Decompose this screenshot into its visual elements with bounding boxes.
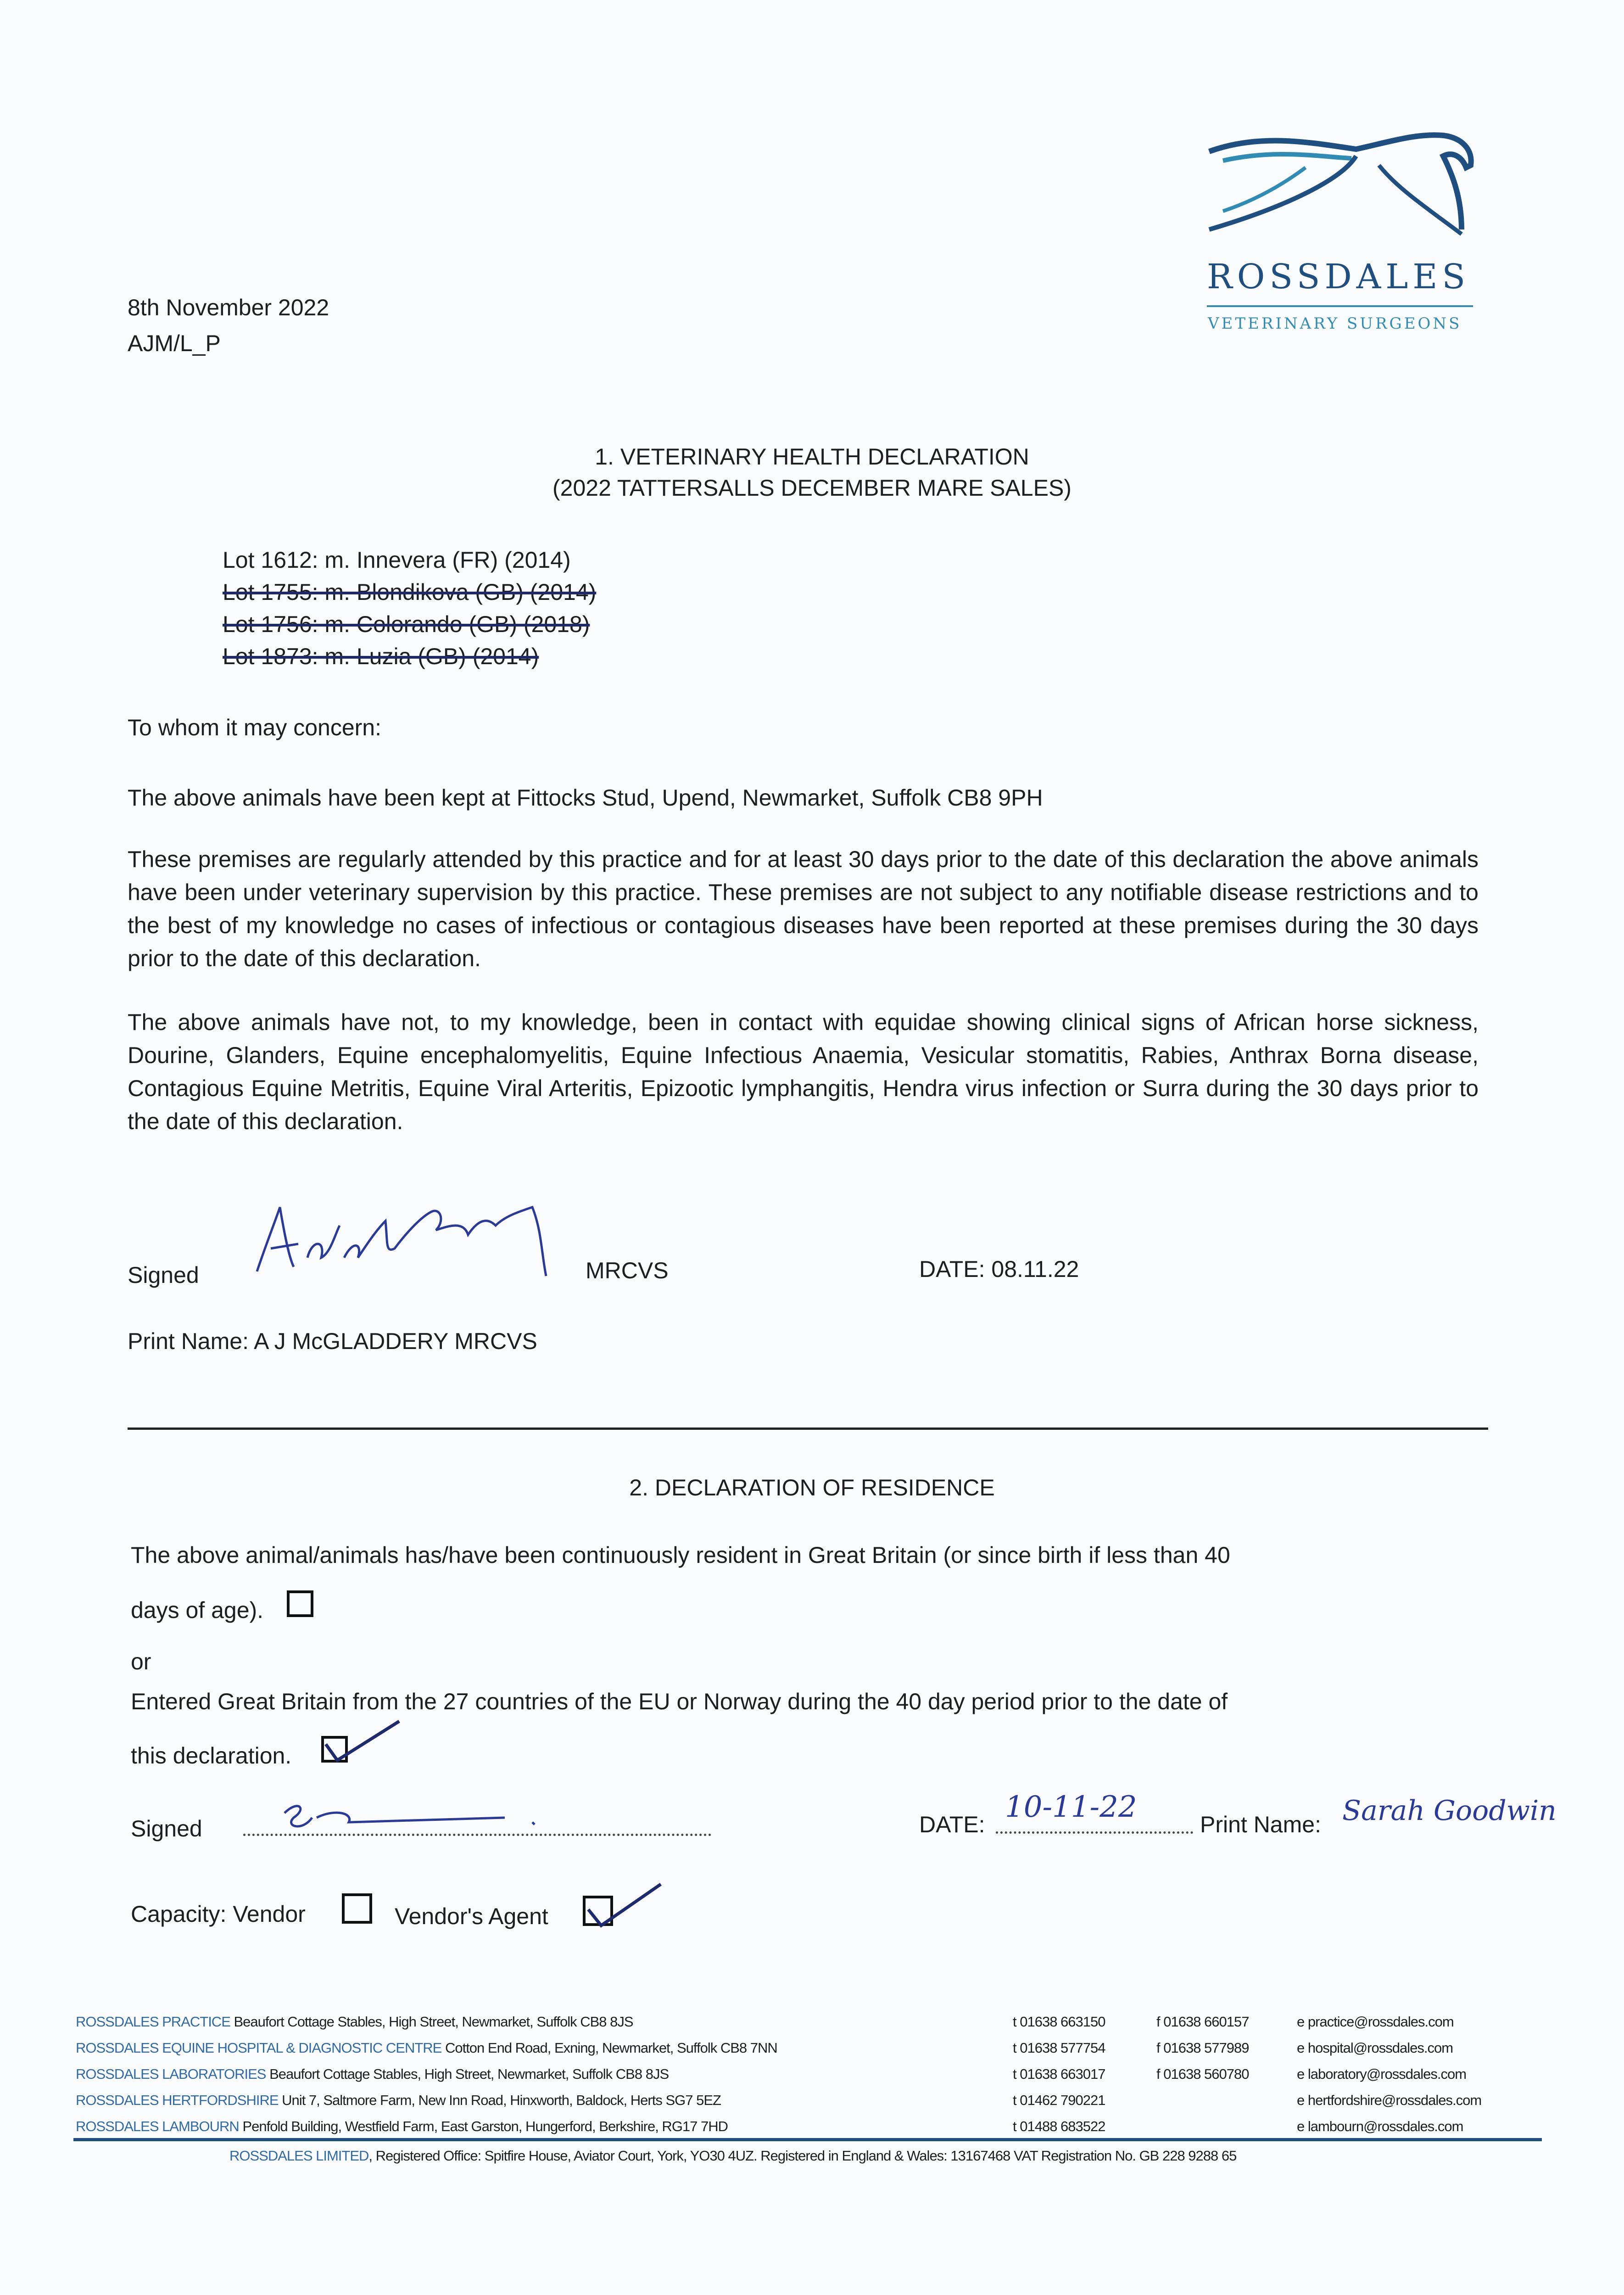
- residence-checkbox[interactable]: [287, 1590, 313, 1617]
- footer-email[interactable]: e laboratory@rossdales.com: [1297, 2066, 1467, 2082]
- footer-divider: [73, 2138, 1542, 2141]
- signed-label-2: Signed: [131, 1816, 202, 1842]
- mrcvs-label: MRCVS: [586, 1258, 669, 1283]
- print-name: Print Name: A J McGLADDERY MRCVS: [128, 1328, 537, 1354]
- section2-title: 2. DECLARATION OF RESIDENCE: [629, 1475, 995, 1500]
- print-name-label-2: Print Name:: [1200, 1812, 1321, 1837]
- footer-phone: t 01638 663017: [1013, 2066, 1105, 2082]
- brand-divider: [1207, 305, 1473, 307]
- salutation: To whom it may concern:: [128, 715, 381, 740]
- vendors-agent-label: Vendor's Agent: [395, 1903, 548, 1929]
- footer-phone: t 01638 663150: [1013, 2014, 1105, 2030]
- premises-statement: The above animals have been kept at Fittocks Stud, Upend, Newmarket, Suffolk CB8 9PH: [128, 785, 1043, 811]
- footer-phone: t 01488 683522: [1013, 2118, 1105, 2134]
- section1-subtitle: (2022 TATTERSALLS DECEMBER MARE SALES): [552, 475, 1072, 501]
- lot-list: [223, 546, 596, 675]
- footer-email[interactable]: e hospital@rossdales.com: [1297, 2040, 1453, 2056]
- footer-phone: t 01638 577754: [1013, 2040, 1105, 2056]
- lot-item-struck: Lot 1873: m. Luzia (GB) (2014): [223, 644, 539, 669]
- footer-email[interactable]: e practice@rossdales.com: [1297, 2014, 1454, 2030]
- residence-option1: The above animal/animals has/have been continuously resident in Great Britain (or since birth if less than 40: [131, 1542, 1230, 1568]
- section-divider: [128, 1427, 1488, 1430]
- footer-office: ROSSDALES LAMBOURN Penfold Building, Westfield Farm, East Garston, Hungerford, Berkshire, RG17 7HD: [76, 2118, 728, 2134]
- horse-logo-icon: [1205, 124, 1480, 248]
- letter-date: 8th November 2022: [128, 295, 329, 320]
- footer-phones: [1013, 2013, 1105, 2144]
- capacity-vendor-label: Capacity: Vendor: [131, 1901, 306, 1927]
- section1-title: 1. VETERINARY HEALTH DECLARATION: [595, 444, 1029, 470]
- date-value-2: 10-11-22: [1005, 1790, 1137, 1824]
- footer-fax: f 01638 560780: [1156, 2066, 1249, 2082]
- rossdales-logo: [1193, 124, 1496, 344]
- brand-name: ROSSDALES: [1207, 257, 1470, 297]
- disease-contact-paragraph: The above animals have not, to my knowledge, been in contact with equidae showing clinical signs of African horse sickness, Dourine, Glanders, Equine encephalomyelitis, Equine Infectious Anaemia, Vesicular stomatitis, Rabies, Anthrax Borna disease, Contagious Equine Metritis, Equine Viral Arteritis, Epizootic lymphangitis, Hendra virus infection or Surra during the 30 days prior to the date of this declaration.: [128, 1009, 1479, 1134]
- footer-email[interactable]: e hertfordshire@rossdales.com: [1297, 2092, 1482, 2108]
- footer-fax: f 01638 660157: [1156, 2014, 1249, 2030]
- footer-office: ROSSDALES HERTFORDSHIRE Unit 7, Saltmore Farm, New Inn Road, Hinxworth, Baldock, Herts SG7 5EZ: [76, 2092, 721, 2108]
- letter-reference: AJM/L_P: [128, 330, 221, 356]
- lot-item-struck: Lot 1755: m. Blondikova (GB) (2014): [223, 579, 597, 605]
- footer-fax: f 01638 577989: [1156, 2040, 1249, 2056]
- residence-option2: Entered Great Britain from the 27 countries of the EU or Norway during the 40 day period prior to the date of: [131, 1689, 1228, 1714]
- section1-date: DATE: 08.11.22: [919, 1256, 1079, 1282]
- date-line: [996, 1831, 1193, 1834]
- footer-emails: [1297, 2013, 1481, 2144]
- footer-office: ROSSDALES PRACTICE Beaufort Cottage Stables, High Street, Newmarket, Suffolk CB8 8JS: [76, 2014, 633, 2030]
- footer-offices: [76, 2013, 777, 2144]
- footer-email[interactable]: e lambourn@rossdales.com: [1297, 2118, 1463, 2134]
- lot-item: Lot 1612: m. Innevera (FR) (2014): [223, 547, 571, 573]
- footer-faxes: [1156, 2013, 1249, 2092]
- agent-signature: [275, 1790, 551, 1841]
- residence-option2-cont: this declaration.: [131, 1743, 292, 1769]
- checkmark-icon: [321, 1717, 404, 1767]
- vet-signature: [248, 1180, 578, 1290]
- date-label-2: DATE:: [919, 1812, 985, 1837]
- supervision-paragraph: These premises are regularly attended by this practice and for at least 30 days prior to the date of this declaration the above animals have been under veterinary supervision by this practice. These premises are not subject to any notifiable disease restrictions and to the best of my knowledge no cases of infectious or contagious diseases have been reported at these premises during the 30 days prior to the date of this declaration.: [128, 846, 1479, 971]
- footer-office: ROSSDALES LABORATORIES Beaufort Cottage Stables, High Street, Newmarket, Suffolk CB8 8JS: [76, 2066, 669, 2082]
- vendor-checkbox[interactable]: [342, 1893, 372, 1924]
- signed-label: Signed: [128, 1262, 199, 1288]
- footer-office: ROSSDALES EQUINE HOSPITAL & DIAGNOSTIC CENTRE Cotton End Road, Exning, Newmarket, Suffolk CB8 7NN: [76, 2040, 777, 2056]
- print-name-value-2: Sarah Goodwin: [1342, 1795, 1557, 1827]
- registered-office: ROSSDALES LIMITED, Registered Office: Spitfire House, Aviator Court, York, YO30 4UZ. Registered in England & Wales: 13167468 VAT Registration No. GB 228 9288 65: [229, 2148, 1237, 2164]
- brand-tagline: VETERINARY SURGEONS: [1208, 314, 1462, 333]
- checkmark-icon: [583, 1877, 665, 1932]
- lot-item-struck: Lot 1756: m. Colorando (GB) (2018): [223, 611, 590, 637]
- or-label: or: [131, 1649, 151, 1674]
- footer-phone: t 01462 790221: [1013, 2092, 1105, 2108]
- residence-option1-cont: days of age).: [131, 1597, 264, 1623]
